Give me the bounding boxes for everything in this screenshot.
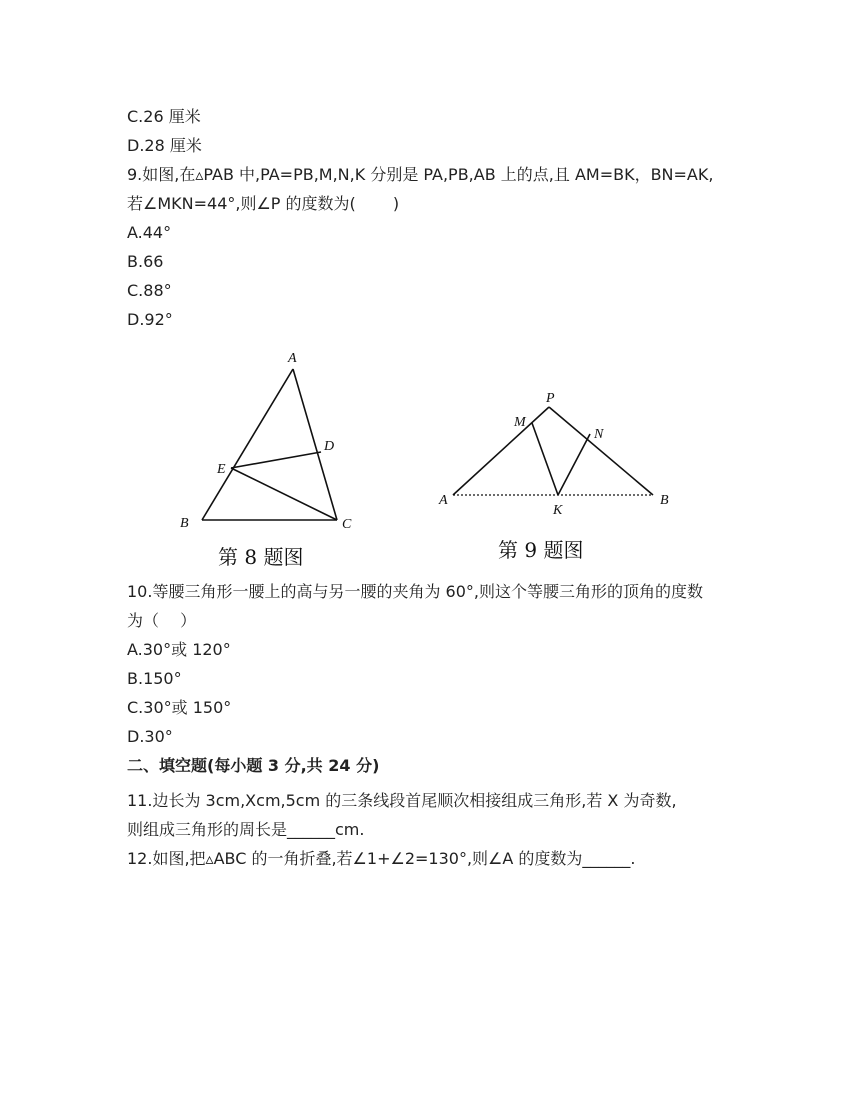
q9-stem-line1: 9.如图,在▵PAB 中,PA=PB,M,N,K 分别是 PA,PB,AB 上的点,且 AM=BK，BN=AK, <box>127 165 714 184</box>
q10-option-a: A.30°或 120° <box>127 640 231 659</box>
fig8-caption: 第 8 题图 <box>218 545 304 569</box>
fig9-caption: 第 9 题图 <box>498 538 584 562</box>
q10-option-b: B.150° <box>127 669 182 688</box>
fig8-label-e: E <box>217 462 226 477</box>
figure-9 <box>453 407 653 495</box>
q9-option-a: A.44° <box>127 223 172 242</box>
q10-stem-line1: 10.等腰三角形一腰上的高与另一腰的夹角为 60°,则这个等腰三角形的顶角的度数 <box>127 582 703 601</box>
fig9-label-k: K <box>553 503 563 518</box>
q10-option-c: C.30°或 150° <box>127 698 232 717</box>
fig9-segment-pa <box>453 407 549 495</box>
q10-option-d: D.30° <box>127 727 173 746</box>
q11-stem-line1: 11.边长为 3cm,Xcm,5cm 的三条线段首尾顺次相接组成三角形,若 X 为奇数, <box>127 791 677 810</box>
figures-row <box>160 340 700 575</box>
q12-stem: 12.如图,把▵ABC 的一角折叠,若∠1+∠2=130°,则∠A 的度数为______. <box>127 849 636 868</box>
fig8-label-d: D <box>324 439 335 454</box>
fig9-label-n: N <box>594 427 604 442</box>
section-2-heading: 二、填空题(每小题 3 分,共 24 分) <box>127 756 380 775</box>
fig8-segment-ed <box>231 452 321 468</box>
q11-stem-line2: 则组成三角形的周长是______cm. <box>127 820 365 839</box>
fig9-label-p: P <box>546 391 555 406</box>
q9-option-c: C.88° <box>127 281 172 300</box>
fig8-label-b: B <box>180 516 189 531</box>
geometry-figures <box>160 340 700 575</box>
q8-option-c: C.26 厘米 <box>127 107 201 126</box>
fig8-label-c: C <box>342 517 352 532</box>
fig8-label-a: A <box>288 351 297 366</box>
q9-option-d: D.92° <box>127 310 173 329</box>
fig8-segment-ec <box>231 468 337 520</box>
fig9-label-b: B <box>660 493 669 508</box>
fig9-segment-nk <box>558 434 590 495</box>
q9-stem-line2: 若∠MKN=44°,则∠P 的度数为( ) <box>127 194 400 213</box>
fig9-label-a: A <box>439 493 448 508</box>
q8-option-d: D.28 厘米 <box>127 136 202 155</box>
q10-stem-line2: 为（ ） <box>127 611 197 630</box>
fig8-segment-ab <box>202 369 293 520</box>
fig9-segment-mk <box>532 423 558 495</box>
fig9-label-m: M <box>514 415 526 430</box>
figure-8 <box>202 369 337 520</box>
q9-option-b: B.66 <box>127 252 164 271</box>
